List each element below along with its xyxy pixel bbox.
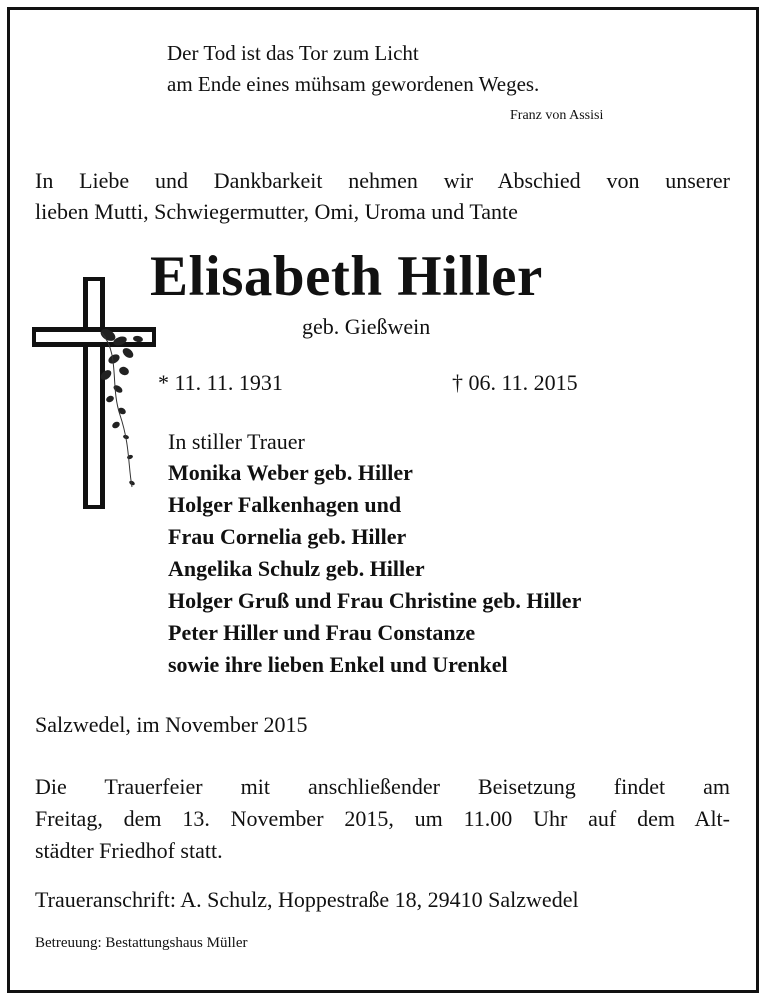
ceremony-line-2: Freitag, dem 13. November 2015, um 11.00 Uhr auf dem Alt- — [35, 806, 730, 831]
maiden-name: geb. Gießwein — [302, 314, 431, 339]
mourner-name: Frau Cornelia geb. Hiller — [168, 524, 407, 549]
mourner-name: Holger Falkenhagen und — [168, 492, 402, 517]
ceremony-line-3: städter Friedhof statt. — [35, 838, 223, 863]
death-date: † 06. 11. 2015 — [452, 370, 578, 395]
mourners-heading: In stiller Trauer — [168, 429, 305, 454]
mourner-name: Holger Gruß und Frau Christine geb. Hiller — [168, 588, 582, 613]
intro-line-2: lieben Mutti, Schwiegermutter, Omi, Uroma und Tante — [35, 199, 518, 224]
quote-author: Franz von Assisi — [510, 108, 604, 123]
place-date: Salzwedel, im November 2015 — [35, 712, 308, 737]
mourner-name: Monika Weber geb. Hiller — [168, 460, 413, 485]
ceremony-line-1: Die Trauerfeier mit anschließender Beisetzung findet am — [35, 774, 730, 799]
mourner-name: sowie ihre lieben Enkel und Urenkel — [168, 652, 508, 677]
funeral-home: Betreuung: Bestattungshaus Müller — [35, 935, 248, 951]
birth-date: * 11. 11. 1931 — [158, 370, 283, 395]
intro-line-1: In Liebe und Dankbarkeit nehmen wir Abschied von unserer — [35, 168, 730, 193]
mourner-name: Angelika Schulz geb. Hiller — [168, 556, 425, 581]
cross-with-ivy-icon — [30, 275, 165, 515]
quote-line-2: am Ende eines mühsam gewordenen Weges. — [167, 72, 540, 96]
quote-line-1: Der Tod ist das Tor zum Licht — [167, 41, 419, 65]
mourning-address: Traueranschrift: A. Schulz, Hoppestraße 18, 29410 Salzwedel — [35, 887, 579, 912]
mourner-name: Peter Hiller und Frau Constanze — [168, 620, 476, 645]
deceased-name: Elisabeth Hiller — [150, 245, 543, 308]
